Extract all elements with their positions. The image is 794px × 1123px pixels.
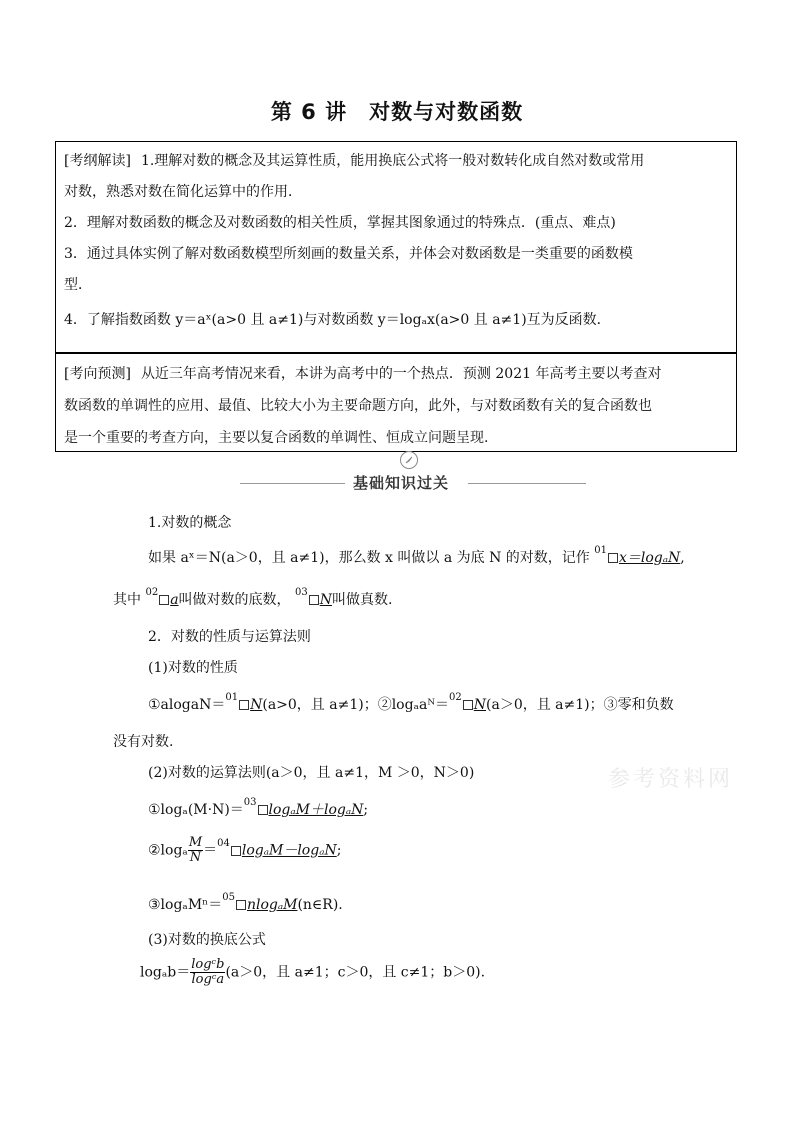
answer-blank: a	[170, 592, 179, 608]
blank-number: 02	[449, 692, 462, 703]
forecast-line-2: 数函数的单调性的应用、最值、比较大小为主要命题方向，此外，与对数函数有关的复合函数也	[64, 398, 652, 414]
blank-box-icon	[608, 553, 618, 563]
change-of-base-subheading: (3)对数的换底公式	[148, 932, 266, 948]
page-title: 第 6 讲 对数与对数函数	[270, 100, 524, 124]
section-divider-label: 基础知识过关	[353, 474, 450, 492]
rule-product: ①logₐ(M·N)＝$^{03}$ logₐM＋logₐN;	[148, 797, 369, 818]
definition-line-2: 其中 $^{02}$ a叫做对数的底数， $^{03}$ N叫做真数.	[113, 587, 393, 608]
syllabus-line-3b: 型．	[64, 277, 92, 293]
syllabus-line-1: [考纲解读] 1.理解对数的概念及其运算性质，能用换底公式将一般对数转化成自然对数或常用	[64, 153, 645, 169]
divider-line-left	[240, 483, 345, 484]
blank-box-icon	[231, 846, 241, 856]
syllabus-line-1b: 对数，熟悉对数在简化运算中的作用．	[64, 184, 302, 200]
blank-number: 01	[225, 692, 239, 703]
properties-subheading: (1)对数的性质	[148, 660, 238, 676]
rule-quotient: ②logₐ $\frac{M}{N}$ ＝$^{04}$ logₐM－logₐN;	[148, 835, 342, 865]
answer-blank: N	[473, 697, 487, 713]
blank-number: 04	[217, 837, 230, 849]
blank-box-icon	[258, 805, 268, 815]
change-of-base-formula: logₐb＝ $\frac{\text{logᶜb}}{\text{logᶜa}}$ (a＞0，且 a≠1；c＞0，且 c≠1；b＞0).	[140, 957, 486, 987]
properties-line-2: 没有对数.	[113, 734, 174, 750]
properties-line-1: ①alogaN＝$^{01}$ N(a>0，且 a≠1)；②logₐaᴺ＝$^{02}$ N(a＞0，且 a≠1)；③零和负数	[148, 692, 674, 713]
rules-subheading: (2)对数的运算法则(a＞0，且 a≠1，M ＞0，N＞0)	[148, 765, 475, 781]
watermark: 参考资料网	[608, 767, 734, 792]
answer-blank: N	[250, 697, 263, 713]
blank-box-icon	[309, 595, 319, 605]
divider-line-right	[468, 483, 586, 484]
answer-blank: logₐM－logₐN	[241, 842, 337, 859]
blank-number: 03	[295, 587, 308, 598]
section2-heading: 2．对数的性质与运算法则	[148, 629, 311, 645]
compass-icon	[400, 451, 418, 469]
forecast-line-1: [考向预测] 从近三年高考情况来看，本讲为高考中的一个热点．预测 2021 年高考主要以考查对	[64, 366, 662, 382]
blank-box-icon	[159, 595, 169, 605]
answer-blank: nlogₐM	[246, 897, 298, 913]
answer-blank: N	[319, 592, 332, 608]
syllabus-tag: [考纲解读]	[64, 153, 131, 169]
fraction: $\frac{M}{N}$	[188, 835, 203, 865]
forecast-tag: [考向预测]	[64, 366, 131, 382]
forecast-box	[55, 353, 737, 452]
blank-number: 01	[594, 545, 607, 556]
answer-blank: x＝logₐN	[618, 550, 681, 566]
blank-box-icon	[239, 700, 249, 710]
blank-number: 03	[243, 797, 257, 808]
syllabus-line-2: 2．理解对数函数的概念及对数函数的相关性质，掌握其图象通过的特殊点．(重点、难点)	[64, 215, 616, 231]
blank-box-icon	[236, 900, 246, 910]
syllabus-line-4: 4．了解指数函数 y＝aˣ(a>0 且 a≠1)与对数函数 y＝logₐx(a>0 且 a≠1)互为反函数．	[64, 312, 611, 328]
blank-number: 05	[222, 892, 235, 903]
definition-line-1: 如果 aˣ＝N(a＞0，且 a≠1)，那么数 x 叫做以 a 为底 N 的对数，记作 $^{01}$ x＝logₐN,	[148, 545, 685, 566]
answer-blank: logₐM＋logₐN	[268, 802, 364, 818]
forecast-line-3: 是一个重要的考查方向，主要以复合函数的单调性、恒成立问题呈现.	[64, 430, 489, 446]
blank-box-icon	[463, 700, 473, 710]
syllabus-line-3: 3．通过具体实例了解对数函数模型所刻画的数量关系，并体会对数函数是一类重要的函数模	[64, 246, 633, 262]
syllabus-box	[55, 141, 737, 353]
rule-power: ③logₐMⁿ＝$^{05}$ nlogₐM(n∈R).	[148, 892, 343, 913]
section1-heading: 1.对数的概念	[148, 515, 232, 531]
fraction: $\frac{\text{logᶜb}}{\text{logᶜa}}$	[191, 957, 225, 987]
blank-number: 02	[145, 587, 159, 598]
